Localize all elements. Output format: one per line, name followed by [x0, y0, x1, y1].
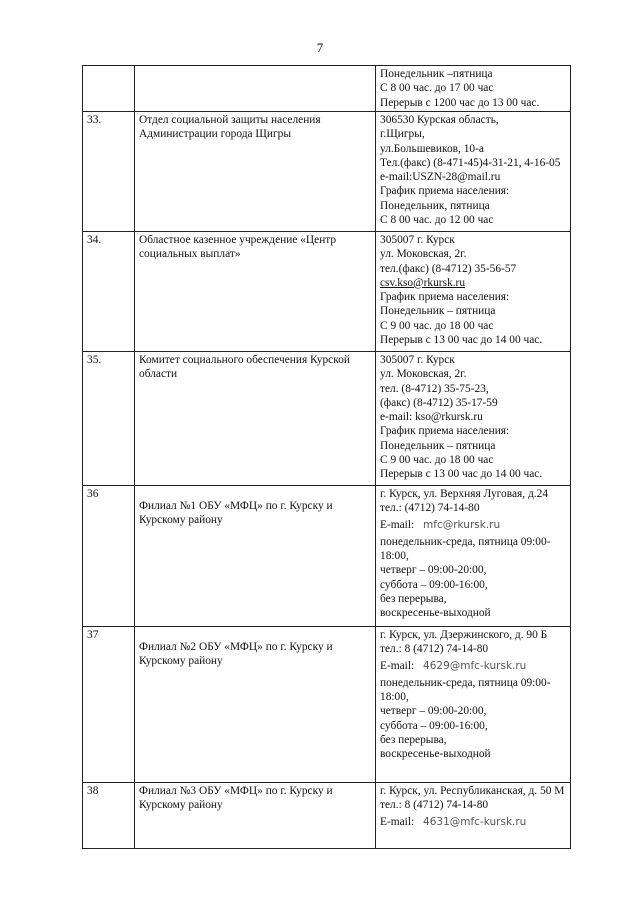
email-text: e-mail:USZN-28@mail.ru	[380, 171, 501, 184]
hours-line: воскресенье-выходной	[380, 748, 491, 761]
email-stamp: mfc@rkursk.ru	[423, 518, 501, 531]
row-number: 34.	[83, 232, 135, 352]
table-row	[83, 112, 571, 232]
table-row	[83, 232, 571, 352]
organization-name	[135, 66, 376, 112]
hours-line: суббота – 09:00-16:00,	[380, 578, 488, 591]
organization-name: Филиал №3 ОБУ «МФЦ» по г. Курску и Курскому району	[135, 783, 376, 849]
address-text: г. Курск, ул. Дзержинского, д. 90 Б	[380, 629, 548, 641]
contacts-table	[82, 65, 571, 849]
contact-info	[376, 112, 571, 232]
phone-text: тел.: (4712) 74-14-80	[380, 502, 480, 515]
info-line: Понедельник – пятница	[380, 439, 496, 452]
info-line: (факс) (8-4712) 35-17-59	[380, 396, 498, 409]
email-label: E-mail:	[380, 518, 415, 531]
email-stamp: 4631@mfc-kursk.ru	[423, 815, 527, 828]
hours-line: четверг – 09:00-20:00,	[380, 705, 487, 718]
hours-line: четверг – 09:00-20:00,	[380, 564, 487, 577]
hours-line: воскресенье-выходной	[380, 607, 491, 620]
info-line: ул. Моковская, 2г.	[380, 248, 467, 261]
organization-name: Комитет социального обеспечения Курской области	[135, 352, 376, 486]
row-number: 36	[83, 486, 135, 627]
info-line: Перерыв с 1200 час до 13 00 час.	[380, 96, 540, 109]
row-number: 37	[83, 627, 135, 783]
email-link[interactable]: csv.kso@rkursk.ru	[380, 276, 466, 289]
info-line: ул. Моковская, 2г.	[380, 368, 467, 381]
email-text: e-mail: kso@rkursk.ru	[380, 411, 483, 424]
info-line: График приема населения:	[380, 425, 510, 438]
info-line: С 8 00 час. до 12 00 час	[380, 214, 494, 227]
info-line: С 9 00 час. до 18 00 час	[380, 454, 494, 467]
phone-text: тел.: 8 (4712) 74-14-80	[380, 643, 489, 656]
info-line: График приема населения:	[380, 185, 510, 198]
info-line: С 9 00 час. до 18 00 час	[380, 319, 494, 332]
info-line: Перерыв с 13 00 час до 14 00 час.	[380, 468, 543, 481]
address-text: г. Курск, ул. Республиканская, д. 50 М	[380, 785, 565, 797]
organization-name	[135, 486, 376, 627]
row-number: 35.	[83, 352, 135, 486]
email-label: E-mail:	[380, 659, 415, 672]
info-line: ул.Большевиков, 10-а	[380, 142, 484, 155]
info-line: 305007 г. Курск	[380, 234, 455, 246]
contact-info	[376, 627, 571, 783]
page-number: 7	[316, 40, 324, 55]
info-line: Понедельник, пятница	[380, 199, 490, 212]
info-line: 305007 г. Курск	[380, 354, 455, 366]
hours-line: понедельник-среда, пятница 09:00-18:00,	[380, 676, 551, 704]
contact-info	[376, 352, 571, 486]
address-text: г. Курск, ул. Верхняя Луговая, д.24	[380, 488, 549, 500]
info-line: Перерыв с 13 00 час до 14 00 час.	[380, 334, 543, 347]
info-line: С 8 00 час. до 17 00 час	[380, 82, 494, 95]
info-line: График приема населения:	[380, 291, 510, 304]
contact-info	[376, 783, 571, 849]
hours-line: суббота – 09:00-16:00,	[380, 719, 488, 732]
row-number: 38	[83, 783, 135, 849]
email-stamp: 4629@mfc-kursk.ru	[423, 659, 527, 672]
table-row	[83, 783, 571, 849]
info-line: Тел.(факс) (8-471-45)4-31-21, 4-16-05	[380, 156, 561, 169]
table-row	[83, 352, 571, 486]
contact-info	[376, 66, 571, 112]
info-line: 306530 Курская область,	[380, 114, 499, 126]
info-line: Понедельник – пятница	[380, 305, 496, 318]
hours-line: без перерыва,	[380, 734, 447, 747]
hours-line: без перерыва,	[380, 593, 447, 606]
info-line: тел. (8-4712) 35-75-23,	[380, 382, 489, 395]
info-line: тел.(факс) (8-4712) 35-56-57	[380, 262, 517, 275]
phone-text: тел.: 8 (4712) 74-14-80	[380, 799, 489, 812]
organization-name-text: Филиал №2 ОБУ «МФЦ» по г. Курску и Курскому району	[139, 641, 333, 668]
contact-info	[376, 486, 571, 627]
info-line: г.Щигры,	[380, 128, 425, 141]
organization-name: Отдел социальной защиты населения Администрации города Щигры	[135, 112, 376, 232]
row-number	[83, 66, 135, 112]
table-row	[83, 627, 571, 783]
organization-name-text: Филиал №1 ОБУ «МФЦ» по г. Курску и Курскому району	[139, 500, 333, 527]
row-number: 33.	[83, 112, 135, 232]
organization-name: Областное казенное учреждение «Центр социальных выплат»	[135, 232, 376, 352]
table-row	[83, 66, 571, 112]
hours-line: понедельник-среда, пятница 09:00-18:00,	[380, 535, 551, 563]
organization-name	[135, 627, 376, 783]
email-label: E-mail:	[380, 815, 415, 828]
info-line: Понедельник –пятница	[380, 68, 493, 80]
contact-info	[376, 232, 571, 352]
table-row	[83, 486, 571, 627]
